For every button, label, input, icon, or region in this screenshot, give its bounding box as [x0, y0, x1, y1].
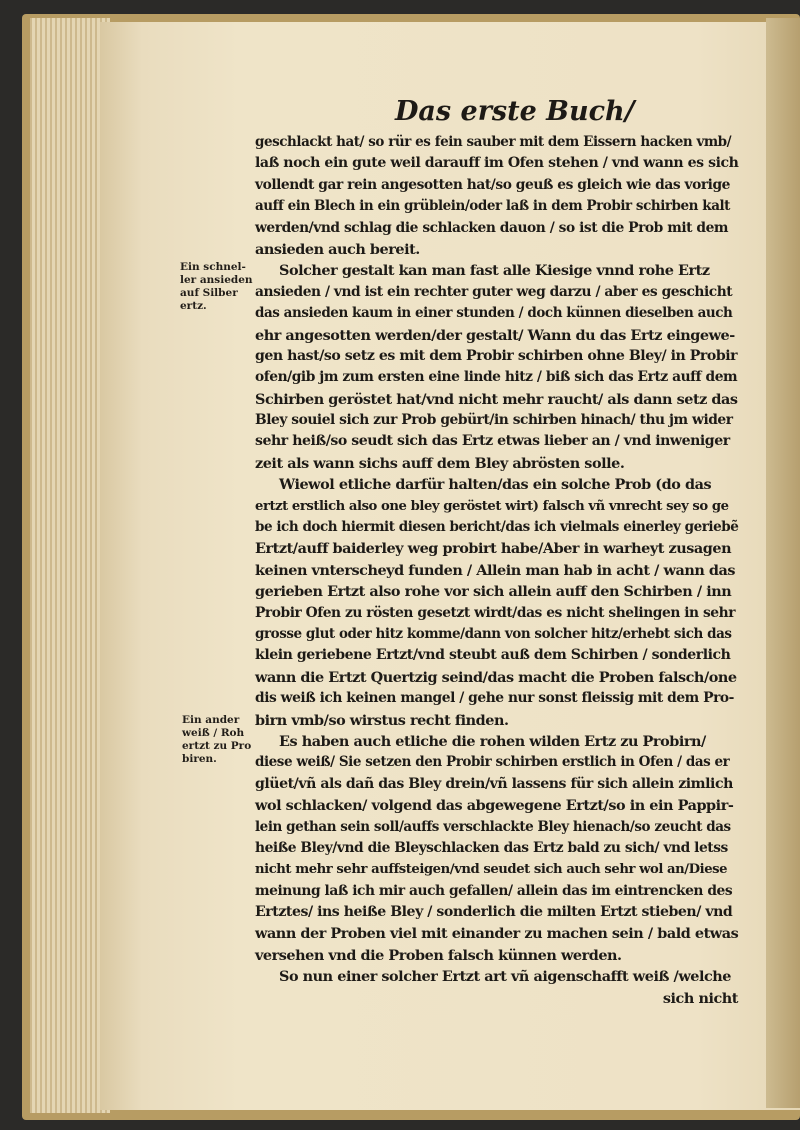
text-line: Ertztes/ ins heiße Bley / sonderlich die milten Ertzt stieben/ vnd — [255, 904, 733, 921]
text-line: ofen/gib jm zum ersten eine linde hitz / biß sich das Ertz auff dem — [255, 369, 738, 386]
text-line: be ich doch hiermit diesen bericht/das ich vielmals einerley geriebẽ — [255, 519, 739, 536]
text-line: glüet/vñ als dañ das Bley drein/vñ lassens für sich allein zimlich — [255, 775, 733, 792]
catchword: sich nicht — [662, 989, 738, 1007]
text-line: ertzt erstlich also one bley geröstet wirt) falsch vñ vnrecht sey so ge — [255, 498, 729, 514]
text-line: Bley souiel sich zur Prob gebürt/in schirben hinach/ thu jm wider — [255, 412, 733, 429]
margin-note-line: auf Silber — [180, 287, 238, 299]
text-line: gen hast/so setz es mit dem Probir schirben ohne Bley/ in Probir — [255, 347, 738, 364]
body-text — [255, 132, 738, 1009]
text-line: wol schlacken/ volgend das abgewegene Ertzt/so in ein Pappir- — [255, 797, 734, 815]
running-head: Das erste Buch/ — [395, 96, 635, 127]
text-line: ansieden auch bereit. — [255, 240, 420, 258]
text-line: Es haben auch etliche die rohen wilden Ertz zu Probirn/ — [279, 732, 706, 750]
margin-note-line: weiß / Roh — [182, 727, 245, 739]
text-line: grosse glut oder hitz komme/dann von solcher hitz/erhebt sich das — [255, 625, 732, 642]
margin-note-line: ler ansieden — [180, 274, 253, 286]
margin-note-line: biren. — [182, 753, 217, 765]
text-line: ansieden / vnd ist ein rechter guter weg darzu / aber es geschicht — [255, 283, 733, 300]
text-line: geschlackt hat/ so rür es fein sauber mit dem Eissern hacken vmb/ — [255, 134, 732, 150]
margin-note — [180, 261, 258, 313]
text-line: Wiewol etliche darfür halten/das ein solche Prob (do das — [279, 476, 712, 494]
text-line: diese weiß/ Sie setzen den Probir schirben erstlich in Ofen / das er — [255, 754, 730, 771]
margin-note-line: ertzt zu Pro — [182, 740, 252, 752]
text-line: Ertzt/auff baiderley weg probirt habe/Aber in warheyt zusagen — [255, 540, 732, 558]
text-line: wann der Proben viel mit einander zu machen sein / bald etwas — [255, 925, 739, 943]
text-line: lein gethan sein soll/auffs verschlackte Bley hienach/so zeucht das — [255, 818, 731, 835]
text-line: das ansieden kaum in einer stunden / doch künnen dieselben auch — [255, 305, 733, 322]
right-page-edge — [766, 18, 800, 1108]
text-line: Solcher gestalt kan man fast alle Kiesige vnnd rohe Ertz — [279, 262, 710, 280]
text-line: birn vmb/so wirstus recht finden. — [255, 711, 509, 729]
text-line: So nun einer solcher Ertzt art vñ aigenschafft weiß /welche — [279, 968, 732, 986]
text-line: wann die Ertzt Quertzig seind/das macht die Proben falsch/one — [255, 668, 737, 686]
margin-note-line: Ein ander — [182, 714, 240, 726]
margin-note-line: ertz. — [180, 300, 207, 312]
text-line: laß noch ein gute weil darauff im Ofen stehen / vnd wann es sich — [255, 155, 739, 172]
text-line: sehr heiß/so seudt sich das Ertz etwas lieber an / vnd inweniger — [255, 433, 730, 450]
text-line: versehen vnd die Proben falsch künnen werden. — [255, 946, 622, 964]
text-line: vollendt gar rein angesotten hat/so geuß es gleich wie das vorige — [255, 176, 730, 193]
text-line: keinen vnterscheyd funden / Allein man hab in acht / wann das — [255, 561, 736, 579]
text-line: werden/vnd schlag die schlacken dauon / so ist die Prob mit dem — [255, 219, 729, 236]
text-line: heiße Bley/vnd die Bleyschlacken das Ertz bald zu sich/ vnd letss — [255, 839, 728, 856]
text-line: meinung laß ich mir auch gefallen/ allein das im eintrencken des — [255, 882, 733, 899]
margin-note-line: Ein schnel- — [180, 261, 246, 273]
text-line: nicht mehr sehr auffsteigen/vnd seudet sich auch sehr wol an/Diese — [255, 862, 728, 878]
text-line: ehr angesotten werden/der gestalt/ Wann du das Ertz eingewe- — [255, 326, 735, 344]
text-line: gerieben Ertzt also rohe vor sich allein auff den Schirben / inn — [255, 583, 732, 601]
text-line: zeit als wann sichs auff dem Bley abrösten solle. — [255, 454, 625, 472]
margin-note — [182, 714, 260, 766]
text-line: dis weiß ich keinen mangel / gehe nur sonst fleissig mit dem Pro- — [255, 690, 734, 707]
text-line: Schirben geröstet hat/vnd nicht mehr raucht/ als dann setz das — [255, 390, 738, 408]
text-line: Probir Ofen zu rösten gesetzt wirdt/das es nicht shelingen in sehr — [255, 604, 736, 621]
text-line: auff ein Blech in ein grüblein/oder laß in dem Probir schirben kalt — [255, 198, 730, 215]
text-line: klein geriebene Ertzt/vnd steubt auß dem Schirben / sonderlich — [255, 647, 731, 664]
page-edges — [30, 18, 110, 1113]
